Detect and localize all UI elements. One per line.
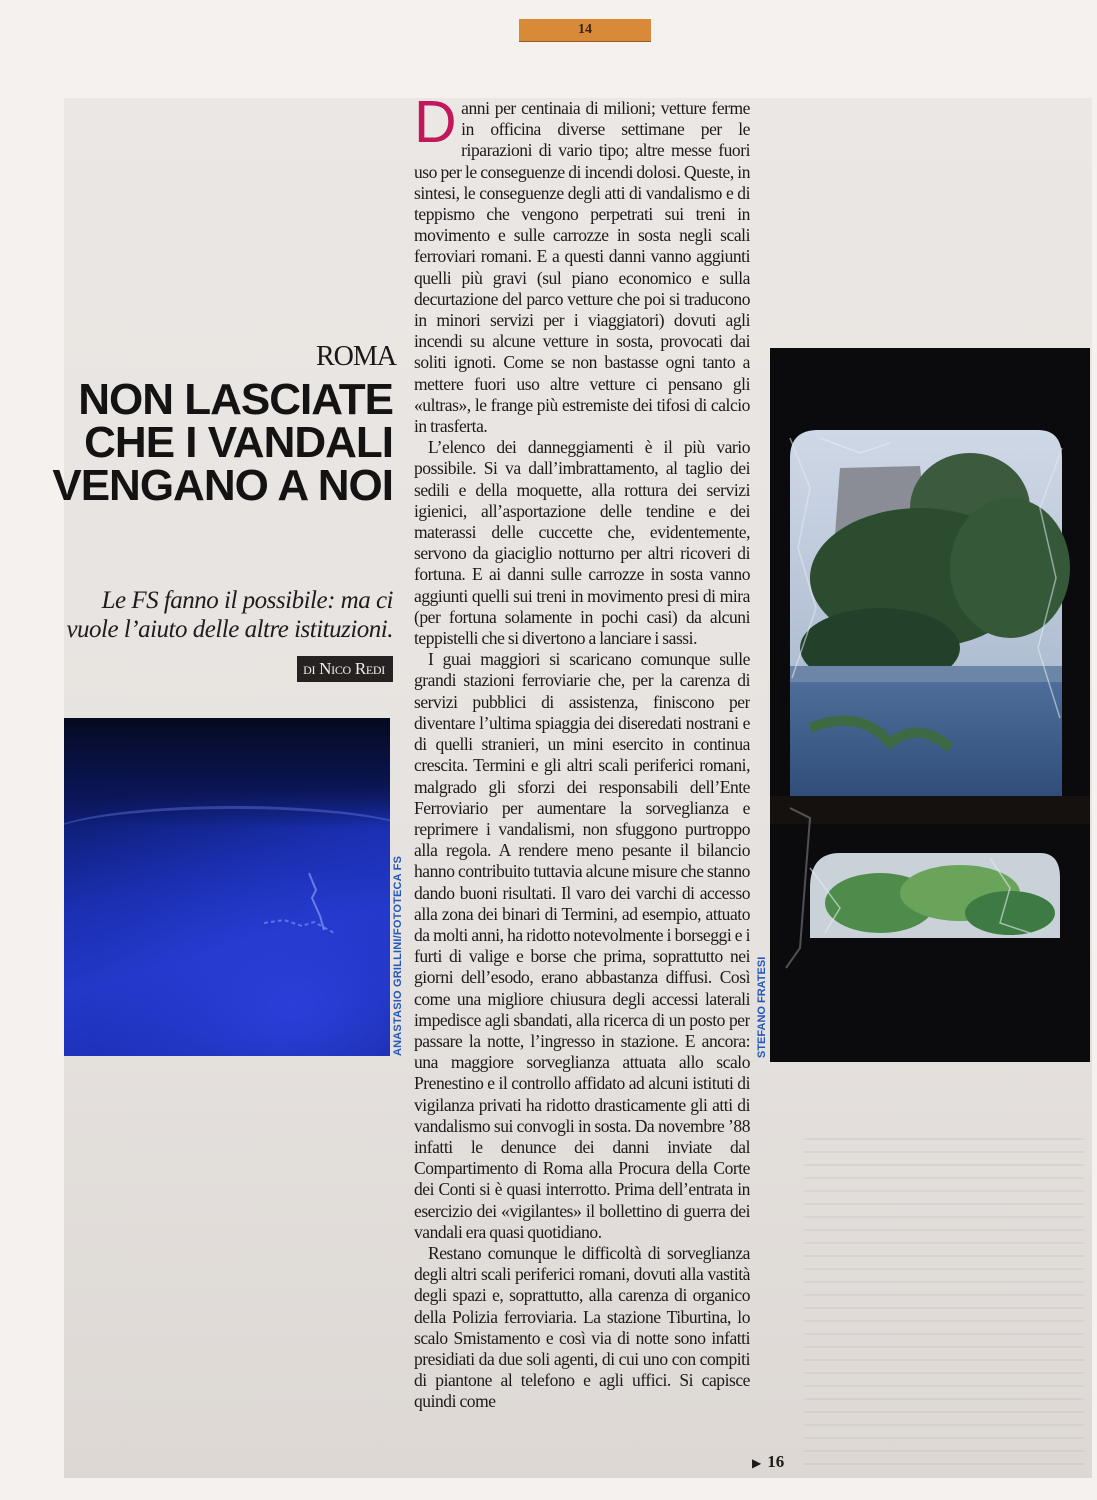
- photo-slashed-seat: [64, 718, 390, 1056]
- continued-page-number: 16: [767, 1452, 785, 1471]
- article-paragraph: L’elenco dei danneggiamenti è il più vario possibile. Si va dall’imbrattamento, al taglio dei sedili e della moquette, alla rottura dei servizi igienici, all’asportazione delle tendine e dei materassi delle cuccette che, evidentemente, servono da giaciglio notturno per altri ricoveri di fortuna. E ai danni sulle carrozze in sosta vanno aggiunti quelli sui treni in movimento presi di mira (per fortuna solamente in pochi casi) da alcuni teppistelli che si divertono a lanciare i sassi.: [414, 437, 750, 649]
- article-paragraph: Restano comunque le difficoltà di sorveglianza degli altri scali periferici romani, dovuti alla vastità degli spazi e, soprattutto, alla carenza di organico della Polizia ferroviaria. La stazione Tiburtina, lo scalo Smistamento e così via di notte sono infatti presidiati da due soli agenti, di cui uno con compiti di piantone al telefono e agli uffici. Si capisce quindi come: [414, 1242, 750, 1412]
- photo-broken-window: [770, 348, 1090, 1062]
- photo-credit-left: ANASTASIO GRILLINI/FOTOTECA FS: [392, 855, 404, 1056]
- subheadline: Le FS fanno il possibile: ma ci vuole l’aiuto delle altre istituzioni.: [66, 587, 393, 643]
- triangle-right-icon: ▶: [752, 1456, 762, 1470]
- photo-credit-right: STEFANO FRATESI: [756, 956, 768, 1058]
- article-paragraph: I guai maggiori si scaricano comunque sulle grandi stazioni ferroviarie che, per la carenza di servizi pubblici di assistenza, finiscono per diventare l’ultima spiaggia dei diseredati nostrani e di quelli stranieri, un mini esercito in continua crescita. Termini e gli altri scali periferici romani, malgrado gli sforzi dei responsabili dell’Ente Ferroviario per aumentare la sorveglianza e reprimere i vandalismi, non sfuggono purtroppo alla regola. A rendere meno pesante il bilancio hanno contribuito tuttavia alcune misure che stanno dando buoni risultati. Il varo dei varchi di accesso alla zona dei binari di Termini, ad esempio, attuato da molti anni, ha ridotto notevolmente i borseggi e i furti di valige e borse che prima, soprattutto nei giorni dell’esodo, erano abbastanza diffusi. Così come una migliore chiusura degli accessi laterali impedisce agli sbandati, alla ricerca di un posto per passare la notte, l’ingresso in stazione. E ancora: una maggiore sorveglianza attuata allo scalo Prenestino e il controllo affidato ad alcuni istituti di vigilanza privati ha ridotto drasticamente gli atti di vandalismo sui convogli in sosta. Da novembre ’88 infatti le denunce dei danni inviate dal Compartimento di Roma alla Procura della Corte dei Conti si è quasi interrotto. Prima dell’entrata in esercizio dei «vigilantes» il bollettino di guerra dei vandali era quasi quotidiano.: [414, 649, 750, 1242]
- drop-cap: D: [414, 98, 457, 155]
- article-body: [414, 98, 750, 1478]
- article-paragraph: Danni per centinaia di milioni; vetture ferme in officina diverse settimane per le riparazioni di vario tipo; altre messe fuori uso per le conseguenze di incendi dolosi. Queste, in sintesi, le conseguenze degli atti di vandalismo e di teppismo che vengono perpetrati sui treni in movimento e sulle carrozze in sosta negli scali ferroviari romani. E a questi danni vanno aggiunti quelli più gravi (sul piano economico e sulla decurtazione del parco vetture che poi si traducono in minori servizi per i viaggiatori) dovuti agli incendi su alcune vetture in sosta, provocati dai soliti ignoti. Come se non bastasse ogni tanto a mettere fuori uso altre vetture ci pensano gli «ultras», le frange più estremiste dei tifosi di calcio in trasferta.: [414, 98, 750, 437]
- section-label: ROMA: [315, 341, 396, 372]
- page-number: 14: [519, 19, 651, 42]
- byline: di Nico Redi: [297, 656, 393, 682]
- broken-window-illustration: [770, 348, 1090, 1062]
- seat-slash-mark: [254, 868, 344, 948]
- headline: NON LASCIATE CHE I VANDALI VENGANO A NOI: [52, 375, 393, 510]
- continued-on-marker: [752, 1452, 784, 1472]
- seat-edge-highlight: [64, 806, 390, 869]
